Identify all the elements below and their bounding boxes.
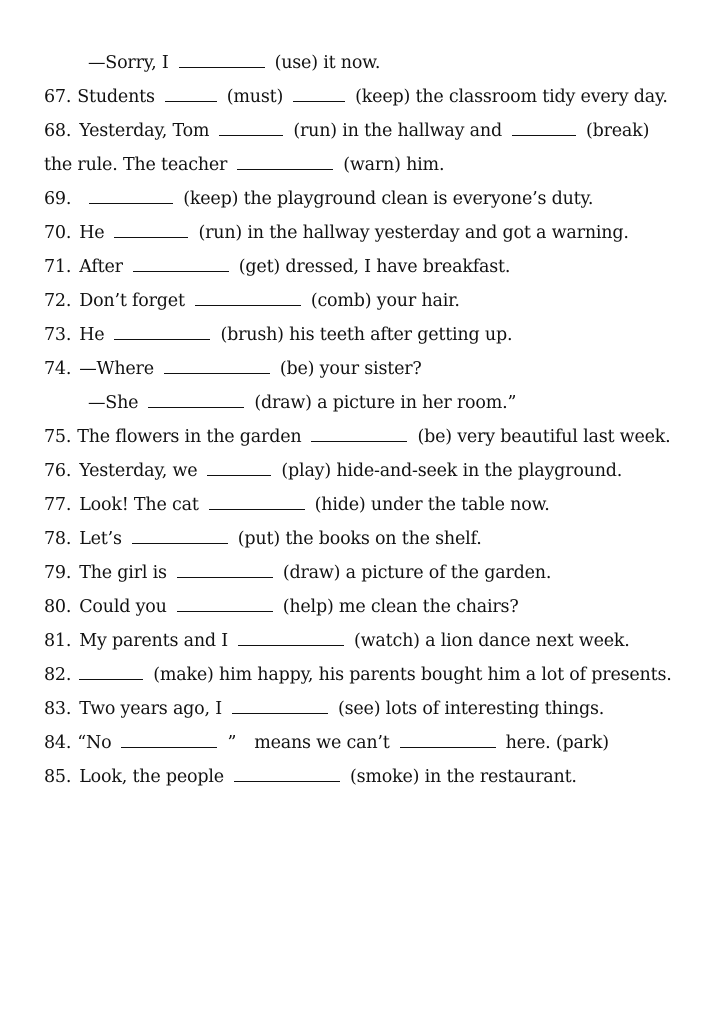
text: —Sorry, I bbox=[88, 53, 169, 73]
text: (be) very beautiful last week. bbox=[417, 427, 671, 447]
answer-blank[interactable] bbox=[195, 290, 301, 306]
exercise-number: 77. bbox=[44, 495, 72, 515]
exercise-74 bbox=[44, 358, 422, 380]
exercise-68 bbox=[44, 120, 649, 142]
exercise-84 bbox=[44, 732, 609, 754]
exercise-number: 81. bbox=[44, 631, 72, 651]
answer-blank[interactable] bbox=[311, 426, 407, 442]
text: He bbox=[79, 223, 105, 243]
text: Could you bbox=[79, 597, 167, 617]
text: (break) bbox=[585, 121, 650, 141]
text: He bbox=[79, 325, 105, 345]
exercise-74-line-2 bbox=[88, 392, 516, 414]
text: “No bbox=[77, 733, 112, 753]
exercise-number: 84. bbox=[44, 733, 72, 753]
text: (comb) your hair. bbox=[310, 291, 460, 311]
text: Yesterday, Tom bbox=[79, 121, 210, 141]
exercise-82 bbox=[44, 664, 672, 686]
text: Two years ago, I bbox=[79, 699, 222, 719]
answer-blank[interactable] bbox=[165, 86, 217, 102]
exercise-number: 83. bbox=[44, 699, 72, 719]
text: (hide) under the table now. bbox=[314, 495, 550, 515]
answer-blank[interactable] bbox=[89, 188, 173, 204]
text: (keep) the classroom tidy every day. bbox=[355, 87, 668, 107]
exercise-number: 80. bbox=[44, 597, 72, 617]
exercise-78 bbox=[44, 528, 482, 550]
text: (draw) a picture in her room.” bbox=[254, 393, 517, 413]
answer-blank[interactable] bbox=[238, 630, 344, 646]
text: (smoke) in the restaurant. bbox=[349, 767, 577, 787]
text: —Where bbox=[79, 359, 154, 379]
exercise-number: 78. bbox=[44, 529, 72, 549]
exercise-75 bbox=[44, 426, 671, 448]
exercise-number: 76. bbox=[44, 461, 72, 481]
answer-blank[interactable] bbox=[177, 562, 273, 578]
exercise-number: 72. bbox=[44, 291, 72, 311]
exercise-number: 82. bbox=[44, 665, 72, 685]
exercise-number: 69. bbox=[44, 189, 72, 209]
text: Look! The cat bbox=[79, 495, 199, 515]
answer-blank[interactable] bbox=[177, 596, 273, 612]
text: (use) it now. bbox=[274, 53, 381, 73]
answer-blank[interactable] bbox=[79, 664, 143, 680]
exercise-85 bbox=[44, 766, 577, 788]
text: The flowers in the garden bbox=[77, 427, 302, 447]
text: Yesterday, we bbox=[79, 461, 198, 481]
exercise-68-line-2 bbox=[44, 154, 444, 176]
exercise-number: 70. bbox=[44, 223, 72, 243]
text: the rule. The teacher bbox=[44, 155, 228, 175]
text: (must) bbox=[226, 87, 284, 107]
answer-blank[interactable] bbox=[121, 732, 217, 748]
text: (run) in the hallway yesterday and got a warning. bbox=[198, 223, 629, 243]
exercise-80 bbox=[44, 596, 519, 618]
exercise-72 bbox=[44, 290, 460, 312]
exercise-69 bbox=[44, 188, 593, 210]
answer-blank[interactable] bbox=[219, 120, 283, 136]
answer-blank[interactable] bbox=[114, 324, 210, 340]
text: (be) your sister? bbox=[279, 359, 422, 379]
exercise-number: 71. bbox=[44, 257, 72, 277]
answer-blank[interactable] bbox=[234, 766, 340, 782]
exercise-number: 79. bbox=[44, 563, 72, 583]
text: Don’t forget bbox=[79, 291, 185, 311]
text: (run) in the hallway and bbox=[293, 121, 502, 141]
answer-blank[interactable] bbox=[512, 120, 576, 136]
answer-blank[interactable] bbox=[400, 732, 496, 748]
exercise-76 bbox=[44, 460, 622, 482]
text: Students bbox=[77, 87, 155, 107]
exercise-number: 75. bbox=[44, 427, 72, 447]
text: (help) me clean the chairs? bbox=[282, 597, 519, 617]
answer-blank[interactable] bbox=[209, 494, 305, 510]
exercise-79 bbox=[44, 562, 551, 584]
exercise-77 bbox=[44, 494, 550, 516]
exercise-number: 67. bbox=[44, 87, 72, 107]
text: (play) hide-and-seek in the playground. bbox=[281, 461, 623, 481]
text: My parents and I bbox=[79, 631, 228, 651]
exercise-81 bbox=[44, 630, 630, 652]
text: Let’s bbox=[79, 529, 122, 549]
exercise-66-continuation bbox=[88, 52, 380, 74]
text: means we can’t bbox=[254, 733, 390, 753]
answer-blank[interactable] bbox=[179, 52, 265, 68]
answer-blank[interactable] bbox=[293, 86, 345, 102]
answer-blank[interactable] bbox=[232, 698, 328, 714]
exercise-67 bbox=[44, 86, 668, 108]
answer-blank[interactable] bbox=[164, 358, 270, 374]
text: The girl is bbox=[79, 563, 167, 583]
answer-blank[interactable] bbox=[132, 528, 228, 544]
text: —She bbox=[88, 393, 139, 413]
text: (get) dressed, I have breakfast. bbox=[238, 257, 511, 277]
answer-blank[interactable] bbox=[133, 256, 229, 272]
text: (see) lots of interesting things. bbox=[337, 699, 605, 719]
text: After bbox=[79, 257, 123, 277]
answer-blank[interactable] bbox=[148, 392, 244, 408]
text: Look, the people bbox=[79, 767, 224, 787]
exercise-number: 74. bbox=[44, 359, 72, 379]
answer-blank[interactable] bbox=[114, 222, 188, 238]
exercise-number: 73. bbox=[44, 325, 72, 345]
text: ” bbox=[227, 733, 237, 753]
exercise-number: 68. bbox=[44, 121, 72, 141]
text: (brush) his teeth after getting up. bbox=[220, 325, 513, 345]
exercise-number: 85. bbox=[44, 767, 72, 787]
text: (draw) a picture of the garden. bbox=[282, 563, 552, 583]
text: (keep) the playground clean is everyone’s duty. bbox=[183, 189, 594, 209]
answer-blank[interactable] bbox=[207, 460, 271, 476]
answer-blank[interactable] bbox=[237, 154, 333, 170]
text: (make) him happy, his parents bought him a lot of presents. bbox=[153, 665, 672, 685]
exercise-83 bbox=[44, 698, 604, 720]
exercise-73 bbox=[44, 324, 512, 346]
text: (watch) a lion dance next week. bbox=[354, 631, 630, 651]
text: here. (park) bbox=[505, 733, 609, 753]
text: (put) the books on the shelf. bbox=[237, 529, 482, 549]
exercise-71 bbox=[44, 256, 510, 278]
text: (warn) him. bbox=[343, 155, 445, 175]
exercise-70 bbox=[44, 222, 629, 244]
